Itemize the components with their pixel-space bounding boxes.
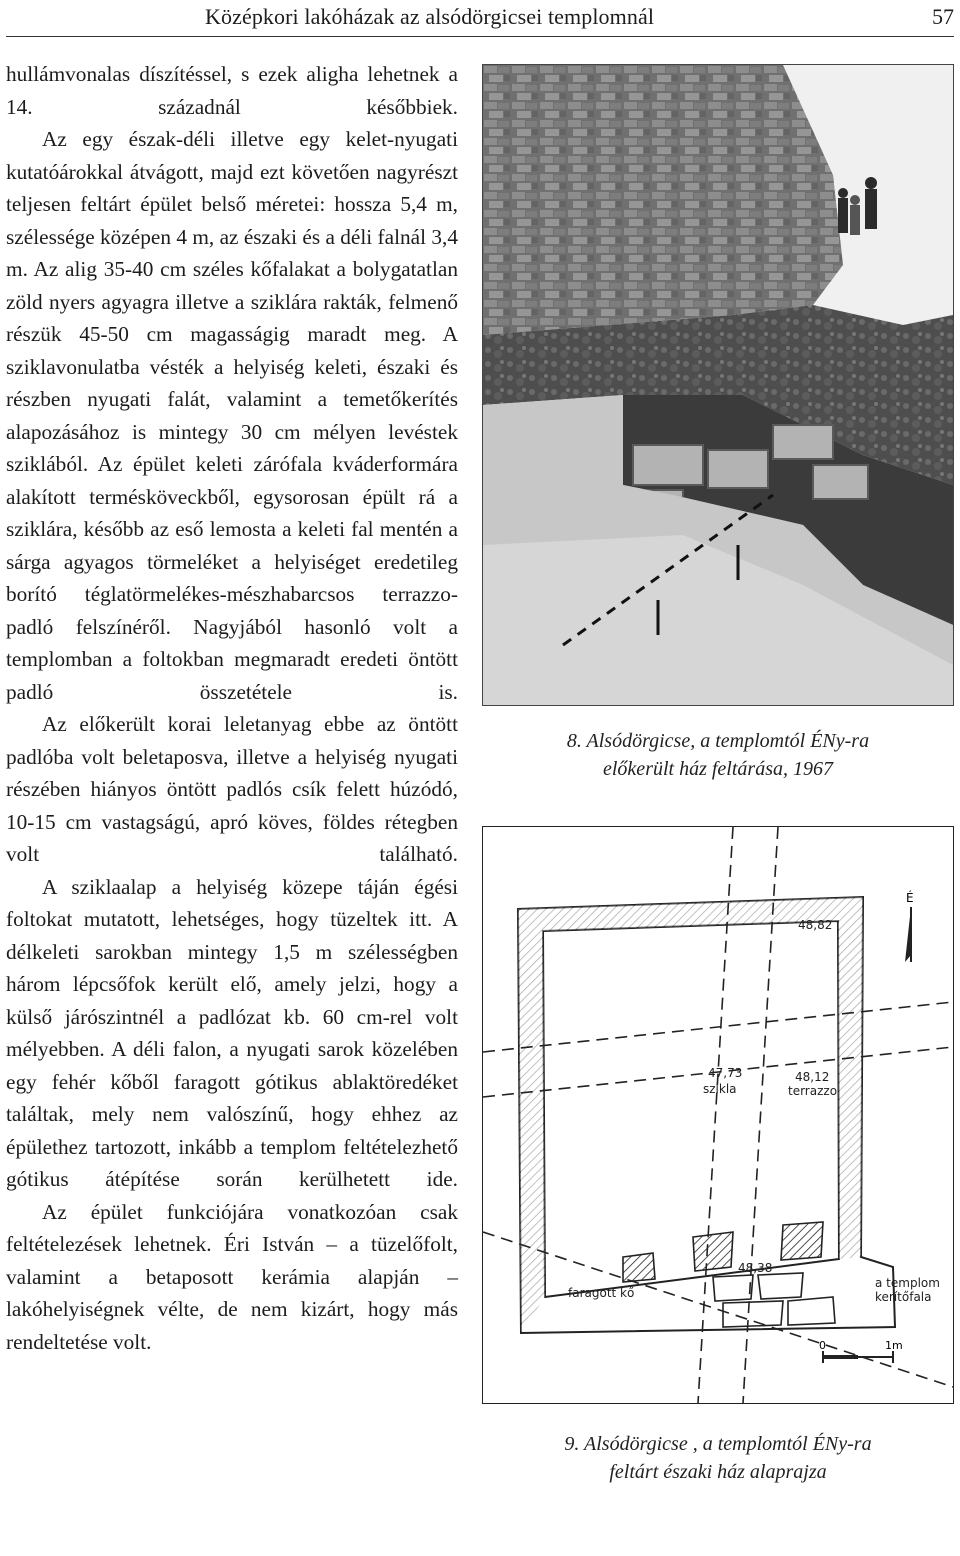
figure-9-caption [482, 1430, 954, 1486]
header-rule [6, 36, 954, 37]
paragraph-4: A sziklaalap a helyiség közepe táján égési foltokat mutatott, lehetséges, hogy tüzeltek itt. A délkeleti sarokban mintegy 1,5 m szélességben három lépcsőfok került elő, amely jelzi, hogy a külső járószintnél a padlózat kb. 60 cm-rel volt mélyebben. A déli falon, a nyugati sarok közelében egy fehér kőből faragott gótikus ablaktöredéket találtak, mely nem valószínű, hogy ehhez az épülethez tartozott, inkább a templom feltételezhető gótikus átépítése során kerülhetett ide. [6, 874, 458, 1191]
church-wall-label-2: kerítőfala [875, 1290, 932, 1304]
north-label: É [906, 891, 914, 905]
figure-8-caption-line-1: 8. Alsódörgicse, a templomtól ÉNy-ra [566, 730, 870, 752]
paragraph-2: Az egy észak-déli illetve egy kelet-nyugati kutatóárokkal átvágott, majd ezt követően nagyrészt teljesen feltárt épület belső méretei: hossza 5,4 m, szélessége középen 4 m, az északi és a déli falnál 3,4 m. Az alig 35-40 cm széles kőfalakat a bolygatatlan zöld nyers agyagra illetve a sziklára rakták, felmenő részük 45-50 cm magasságig maradt meg. A sziklavonulatba vésték a helyiség keleti, északi és részben nyugati falát, valamint a temetőkerítés alapozásához is mintegy 30 cm mélyen levéstek sziklából. Az épület keleti zárófala kváderformára alakított termésköveckből, egysorosan épült rá a sziklára, később az eső lemosta a keleti fal mentén a sárga agyagos törmeléket a helyiséget eredetileg borító téglatörmelékes-mészhabarcsos terrazzo-padló felszínéről. Nagyjából hasonló volt a templomban a foltokban megmaradt eredeti öntött padló összetétele is. [6, 127, 458, 704]
north-arrow-icon [905, 890, 914, 962]
elev-terrazzo-label: 48,12 [795, 1070, 830, 1084]
figure-9-caption-line-2: feltárt északi ház alaprajza [609, 1461, 827, 1483]
terrazzo-label: terrazzo [788, 1084, 838, 1098]
excavation-photo [482, 64, 954, 706]
body-text-column [6, 58, 458, 1358]
scale-zero-label: 0 [819, 1339, 826, 1352]
floor-plan [482, 826, 954, 1404]
figure-8-caption [482, 727, 954, 783]
rock-label: szikla [703, 1082, 737, 1096]
figure-8-caption-line-2: előkerült ház feltárása, 1967 [603, 758, 833, 780]
paragraph-1: hullámvonalas díszítéssel, s ezek aligha lehetnek a 14. századnál későbbiek. [6, 62, 458, 119]
church-wall-label-1: a templom [875, 1276, 940, 1290]
elev-rock-label: 47,73 [708, 1066, 743, 1080]
scale-1m-label: 1m [885, 1339, 903, 1352]
figure-9-caption-line-1: 9. Alsódörgicse , a templomtól ÉNy-ra [564, 1433, 872, 1455]
running-title: Középkori lakóházak az alsódörgicsei templomnál [205, 4, 655, 29]
west-wall [518, 909, 545, 1333]
paragraph-5: Az épület funkciójára vonatkozóan csak feltételezések lehetnek. Éri István – a tüzelőfolt, valamint a betaposott kerámia alapján – lakóhelyiségnek vélte, de nem kizárt, hogy más rendeltetése volt. [6, 1199, 458, 1354]
scale-bar [819, 1339, 903, 1363]
elev-steps-label: 48,38 [738, 1261, 773, 1275]
excavation-photo-image [483, 65, 953, 705]
paragraph-3: Az előkerült korai leletanyag ebbe az öntött padlóba volt beletaposva, illetve a helyiség nyugati részében hiányos öntött padlós csík felett húzódó, 10-15 cm vastagságú, apró köves, földes rétegben volt található. [6, 712, 458, 866]
carved-stone-label: faragott kő [568, 1286, 635, 1300]
floor-plan-drawing [483, 827, 953, 1403]
page-header [0, 0, 960, 36]
elev-north-label: 48,82 [798, 918, 833, 932]
east-wall [838, 897, 863, 1259]
page-number: 57 [932, 4, 954, 29]
